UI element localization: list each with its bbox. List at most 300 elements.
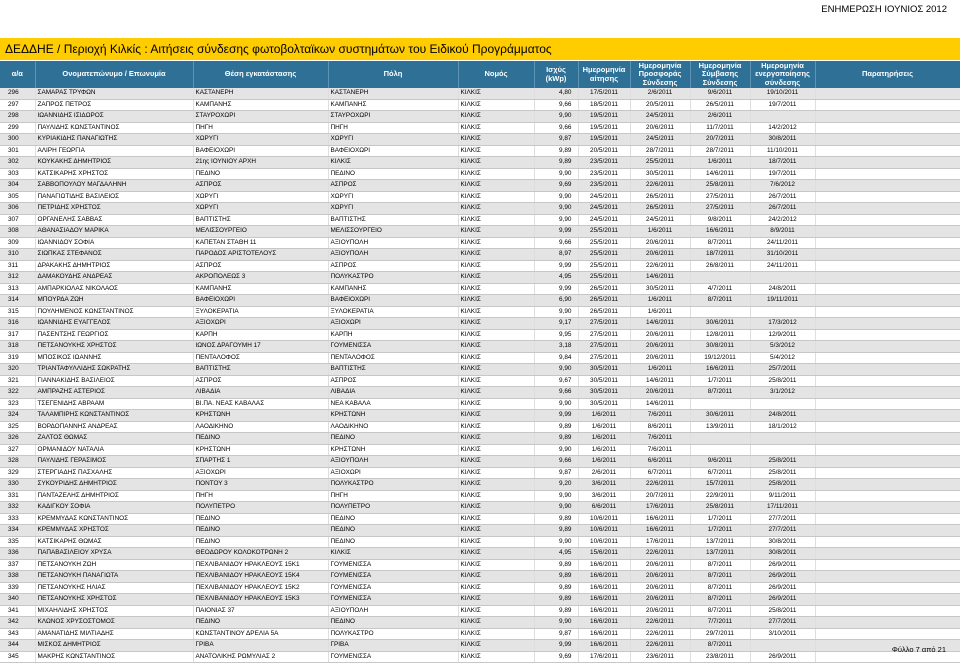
cell-city: ΑΣΠΡΟΣ	[328, 180, 458, 192]
cell-offer-date: 1/6/2011	[630, 306, 690, 318]
table-row	[0, 203, 960, 215]
cell-application-date: 25/5/2011	[578, 272, 630, 284]
cell-activation-date	[750, 306, 815, 318]
table-row	[0, 525, 960, 537]
table-row	[0, 283, 960, 295]
cell-prefecture: ΚΙΛΚΙΣ	[458, 364, 534, 376]
cell-offer-date: 16/6/2011	[630, 525, 690, 537]
cell-offer-date: 8/6/2011	[630, 421, 690, 433]
cell-offer-date: 24/5/2011	[630, 134, 690, 146]
cell-city: ΓΟΥΜΕΝΙΣΣΑ	[328, 651, 458, 663]
cell-capacity: 9,89	[534, 433, 578, 445]
table-row	[0, 237, 960, 249]
cell-aa: 318	[0, 341, 35, 353]
cell-location: ΙΩΝΟΣ ΔΡΑΓΟΥΜΗ 17	[193, 341, 328, 353]
cell-application-date: 1/6/2011	[578, 410, 630, 422]
cell-remarks	[815, 249, 960, 261]
cell-capacity: 3,18	[534, 341, 578, 353]
cell-contract-date	[690, 433, 750, 445]
cell-city: ΓΟΥΜΕΝΙΣΣΑ	[328, 571, 458, 583]
page-footer: Φύλλο 7 από 21	[891, 645, 946, 654]
cell-name: ΑΜΑΝΑΤΙΔΗΣ ΜΙΛΤΙΑΔΗΣ	[35, 628, 193, 640]
cell-city: ΓΟΥΜΕΝΙΣΣΑ	[328, 594, 458, 606]
cell-name: ΠΑΝΑΓΙΩΤΙΔΗΣ ΒΑΣΙΛΕΙΟΣ	[35, 191, 193, 203]
table-row	[0, 272, 960, 284]
cell-offer-date: 20/6/2011	[630, 605, 690, 617]
table-row	[0, 617, 960, 629]
cell-activation-date: 30/8/2011	[750, 548, 815, 560]
table-row	[0, 490, 960, 502]
table-row	[0, 640, 960, 652]
cell-location: ΑΝΑΤΟΛΙΚΗΣ ΡΩΜΥΛΙΑΣ 2	[193, 651, 328, 663]
table-row	[0, 605, 960, 617]
cell-name: ΠΑΥΛΙΔΗΣ ΚΩΝΣΤΑΝΤΙΝΟΣ	[35, 122, 193, 134]
cell-application-date: 30/5/2011	[578, 364, 630, 376]
cell-name: ΔΑΜΑΚΟΥΔΗΣ ΑΝΔΡΕΑΣ	[35, 272, 193, 284]
cell-capacity: 9,90	[534, 168, 578, 180]
cell-application-date: 26/5/2011	[578, 283, 630, 295]
cell-name: ΖΑΠΡΟΣ ΠΕΤΡΟΣ	[35, 99, 193, 111]
cell-remarks	[815, 456, 960, 468]
cell-activation-date: 25/8/2011	[750, 375, 815, 387]
table-row	[0, 214, 960, 226]
cell-location: ΚΑΡΠΗ	[193, 329, 328, 341]
cell-application-date: 1/6/2011	[578, 421, 630, 433]
cell-activation-date: 12/9/2011	[750, 329, 815, 341]
cell-aa: 306	[0, 203, 35, 215]
cell-offer-date: 24/5/2011	[630, 111, 690, 123]
cell-offer-date: 25/5/2011	[630, 157, 690, 169]
table-body	[0, 88, 960, 663]
cell-prefecture: ΚΙΛΚΙΣ	[458, 318, 534, 330]
cell-capacity: 9,66	[534, 99, 578, 111]
cell-name: ΚΛΩΝΟΣ ΧΡΥΣΟΣΤΟΜΟΣ	[35, 617, 193, 629]
cell-application-date: 24/5/2011	[578, 203, 630, 215]
cell-offer-date: 6/6/2011	[630, 456, 690, 468]
cell-capacity: 9,20	[534, 479, 578, 491]
cell-capacity: 9,99	[534, 226, 578, 238]
cell-name: ΜΑΚΡΗΣ ΚΩΝΣΤΑΝΤΙΝΟΣ	[35, 651, 193, 663]
cell-location: ΑΣΠΡΟΣ	[193, 375, 328, 387]
cell-application-date: 30/5/2011	[578, 387, 630, 399]
cell-capacity: 6,90	[534, 295, 578, 307]
cell-capacity: 9,99	[534, 410, 578, 422]
table-row	[0, 134, 960, 146]
cell-name: ΚΟΥΚΑΚΗΣ ΔΗΜΗΤΡΙΟΣ	[35, 157, 193, 169]
cell-location: ΞΥΛΟΚΕΡΑΤΙΑ	[193, 306, 328, 318]
cell-application-date: 23/5/2011	[578, 168, 630, 180]
cell-remarks	[815, 398, 960, 410]
cell-offer-date: 22/6/2011	[630, 180, 690, 192]
cell-remarks	[815, 571, 960, 583]
table-row	[0, 249, 960, 261]
cell-application-date: 16/6/2011	[578, 594, 630, 606]
cell-city: ΠΟΛΥΚΑΣΤΡΟ	[328, 272, 458, 284]
cell-prefecture: ΚΙΛΚΙΣ	[458, 502, 534, 514]
cell-offer-date: 26/5/2011	[630, 203, 690, 215]
cell-prefecture: ΚΙΛΚΙΣ	[458, 99, 534, 111]
cell-city: ΚΙΛΚΙΣ	[328, 548, 458, 560]
cell-capacity: 9,89	[534, 525, 578, 537]
table-row	[0, 352, 960, 364]
cell-activation-date	[750, 640, 815, 652]
cell-offer-date: 20/6/2011	[630, 249, 690, 261]
cell-contract-date: 11/7/2011	[690, 122, 750, 134]
cell-contract-date: 8/7/2011	[690, 559, 750, 571]
cell-offer-date: 20/6/2011	[630, 329, 690, 341]
cell-prefecture: ΚΙΛΚΙΣ	[458, 617, 534, 629]
cell-contract-date: 20/7/2011	[690, 134, 750, 146]
cell-city: ΚΡΗΣΤΩΝΗ	[328, 410, 458, 422]
cell-activation-date: 26/9/2011	[750, 594, 815, 606]
cell-offer-date: 14/6/2011	[630, 272, 690, 284]
cell-contract-date: 6/7/2011	[690, 467, 750, 479]
cell-name: ΠΑΠΑΒΑΣΙΛΕΙΟΥ ΧΡΥΣΑ	[35, 548, 193, 560]
cell-prefecture: ΚΙΛΚΙΣ	[458, 111, 534, 123]
cell-prefecture: ΚΙΛΚΙΣ	[458, 548, 534, 560]
cell-capacity: 9,89	[534, 582, 578, 594]
cell-prefecture: ΚΙΛΚΙΣ	[458, 260, 534, 272]
cell-activation-date: 25/8/2011	[750, 467, 815, 479]
cell-capacity: 9,90	[534, 536, 578, 548]
cell-city: ΓΟΥΜΕΝΙΣΣΑ	[328, 559, 458, 571]
cell-contract-date: 8/7/2011	[690, 594, 750, 606]
cell-contract-date: 15/7/2011	[690, 479, 750, 491]
cell-location: ΠΕΔΙΝΟ	[193, 513, 328, 525]
cell-name: ΑΜΠΑΡΚΙΟΛΑΣ ΝΙΚΟΛΑΟΣ	[35, 283, 193, 295]
table-row	[0, 479, 960, 491]
cell-application-date: 10/6/2011	[578, 525, 630, 537]
cell-offer-date: 20/6/2011	[630, 594, 690, 606]
cell-remarks	[815, 375, 960, 387]
cell-remarks	[815, 410, 960, 422]
cell-contract-date: 23/8/2011	[690, 651, 750, 663]
cell-aa: 299	[0, 122, 35, 134]
cell-contract-date: 8/7/2011	[690, 295, 750, 307]
cell-city: ΧΩΡΥΓΙ	[328, 203, 458, 215]
cell-activation-date: 26/9/2011	[750, 559, 815, 571]
cell-activation-date: 7/6/2012	[750, 180, 815, 192]
cell-capacity: 9,90	[534, 214, 578, 226]
cell-remarks	[815, 559, 960, 571]
cell-name: ΟΡΓΑΝΕΛΗΣ ΣΑΒΒΑΣ	[35, 214, 193, 226]
cell-capacity: 9,90	[534, 364, 578, 376]
cell-prefecture: ΚΙΛΚΙΣ	[458, 628, 534, 640]
cell-offer-date: 14/6/2011	[630, 318, 690, 330]
cell-contract-date: 1/6/2011	[690, 157, 750, 169]
table-row	[0, 536, 960, 548]
cell-name: ΑΜΠΡΑΖΗΣ ΑΣΤΕΡΙΟΣ	[35, 387, 193, 399]
cell-capacity: 9,90	[534, 502, 578, 514]
cell-contract-date: 4/7/2011	[690, 283, 750, 295]
cell-city: ΠΕΔΙΝΟ	[328, 513, 458, 525]
cell-location: ΣΠΑΡΤΗΣ 1	[193, 456, 328, 468]
cell-remarks	[815, 421, 960, 433]
cell-city: ΛΑΟΔΙΚΗΝΟ	[328, 421, 458, 433]
cell-location: ΠΕΔΙΝΟ	[193, 617, 328, 629]
cell-aa: 339	[0, 582, 35, 594]
col-header-location: Θέση εγκατάστασης	[193, 61, 328, 88]
cell-prefecture: ΚΙΛΚΙΣ	[458, 582, 534, 594]
cell-city: ΒΑΠΤΙΣΤΗΣ	[328, 364, 458, 376]
cell-capacity: 9,67	[534, 375, 578, 387]
cell-city: ΠΟΛΥΠΕΤΡΟ	[328, 502, 458, 514]
cell-location: ΚΩΝΣΤΑΝΤΙΝΟΥ ΔΡΕΛΙΑ 5Α	[193, 628, 328, 640]
cell-capacity: 9,90	[534, 398, 578, 410]
cell-aa: 325	[0, 421, 35, 433]
cell-application-date: 23/5/2011	[578, 157, 630, 169]
cell-application-date: 25/5/2011	[578, 260, 630, 272]
col-header-aa: α/α	[0, 61, 35, 88]
cell-name: ΤΡΙΑΝΤΑΦΥΛΛΙΔΗΣ ΣΩΚΡΑΤΗΣ	[35, 364, 193, 376]
cell-offer-date: 14/6/2011	[630, 398, 690, 410]
cell-contract-date: 16/6/2011	[690, 364, 750, 376]
cell-aa: 307	[0, 214, 35, 226]
cell-activation-date: 26/7/2011	[750, 191, 815, 203]
cell-contract-date: 30/6/2011	[690, 318, 750, 330]
cell-application-date: 25/5/2011	[578, 226, 630, 238]
cell-application-date: 16/6/2011	[578, 640, 630, 652]
cell-capacity: 9,90	[534, 203, 578, 215]
cell-capacity: 9,87	[534, 628, 578, 640]
applications-table	[0, 61, 960, 663]
cell-name: ΠΑΥΛΙΔΗΣ ΓΕΡΑΣΙΜΟΣ	[35, 456, 193, 468]
cell-city: ΚΙΛΚΙΣ	[328, 157, 458, 169]
cell-contract-date: 29/7/2011	[690, 628, 750, 640]
cell-contract-date: 8/7/2011	[690, 387, 750, 399]
cell-city: ΒΑΠΤΙΣΤΗΣ	[328, 214, 458, 226]
cell-prefecture: ΚΙΛΚΙΣ	[458, 513, 534, 525]
cell-name: ΔΡΑΚΑΚΗΣ ΔΗΜΗΤΡΙΟΣ	[35, 260, 193, 272]
cell-location: ΧΩΡΥΓΙ	[193, 203, 328, 215]
cell-aa: 312	[0, 272, 35, 284]
cell-offer-date: 1/6/2011	[630, 364, 690, 376]
cell-aa: 333	[0, 513, 35, 525]
cell-name: ΒΟΡΔΟΠΑΝΝΗΣ ΑΝΔΡΕΑΣ	[35, 421, 193, 433]
cell-capacity: 9,89	[534, 605, 578, 617]
cell-contract-date	[690, 444, 750, 456]
cell-city: ΠΕΔΙΝΟ	[328, 525, 458, 537]
cell-offer-date: 22/6/2011	[630, 479, 690, 491]
cell-remarks	[815, 260, 960, 272]
cell-aa: 341	[0, 605, 35, 617]
cell-contract-date: 30/8/2011	[690, 341, 750, 353]
cell-contract-date: 26/5/2011	[690, 99, 750, 111]
cell-name: ΤΣΕΓΕΝΙΔΗΣ ΑΒΡΑΑΜ	[35, 398, 193, 410]
cell-application-date: 3/6/2011	[578, 490, 630, 502]
cell-name: ΣΤΕΡΓΙΑΔΗΣ ΠΑΣΧΑΛΗΣ	[35, 467, 193, 479]
cell-remarks	[815, 157, 960, 169]
cell-remarks	[815, 203, 960, 215]
cell-remarks	[815, 134, 960, 146]
table-row	[0, 168, 960, 180]
table-row	[0, 548, 960, 560]
cell-capacity: 9,69	[534, 651, 578, 663]
cell-application-date: 27/5/2011	[578, 329, 630, 341]
cell-activation-date: 19/11/2011	[750, 295, 815, 307]
table-row	[0, 571, 960, 583]
table-row	[0, 387, 960, 399]
cell-location: ΠΑΡΟΔΟΣ ΑΡΙΣΤΟΤΕΛΟΥΣ	[193, 249, 328, 261]
cell-name: ΣΥΚΟΥΡΙΔΗΣ ΔΗΜΗΤΡΙΟΣ	[35, 479, 193, 491]
cell-city: ΝΕΑ ΚΑΒΑΛΑ	[328, 398, 458, 410]
cell-name: ΠΕΤΣΑΝΟΥΚΗ ΠΑΝΑΓΙΩΤΑ	[35, 571, 193, 583]
cell-location: ΠΕΧΛΙΒΑΝΙΔΟΥ ΗΡΑΚΛΕΟΥΣ 15Κ1	[193, 559, 328, 571]
cell-application-date: 16/6/2011	[578, 582, 630, 594]
cell-location: ΑΣΠΡΟΣ	[193, 260, 328, 272]
table-row	[0, 559, 960, 571]
cell-application-date: 17/5/2011	[578, 88, 630, 99]
cell-aa: 302	[0, 157, 35, 169]
cell-aa: 322	[0, 387, 35, 399]
cell-aa: 303	[0, 168, 35, 180]
cell-name: ΚΡΕΜΜΥΔΑΣ ΚΩΝΣΤΑΝΤΙΝΟΣ	[35, 513, 193, 525]
table-row	[0, 594, 960, 606]
cell-activation-date: 27/7/2011	[750, 617, 815, 629]
cell-city: ΚΑΜΠΑΝΗΣ	[328, 283, 458, 295]
cell-name: ΖΑΛΤΟΣ ΘΩΜΑΣ	[35, 433, 193, 445]
cell-contract-date: 26/8/2011	[690, 260, 750, 272]
cell-prefecture: ΚΙΛΚΙΣ	[458, 88, 534, 99]
cell-contract-date: 30/6/2011	[690, 410, 750, 422]
cell-activation-date	[750, 398, 815, 410]
cell-location: ΠΕΔΙΝΟ	[193, 433, 328, 445]
cell-aa: 344	[0, 640, 35, 652]
cell-capacity: 9,90	[534, 111, 578, 123]
table-header-row	[0, 61, 960, 88]
cell-prefecture: ΚΙΛΚΙΣ	[458, 145, 534, 157]
cell-location: ΒΑΠΤΙΣΤΗΣ	[193, 364, 328, 376]
col-header-application-date: Ημερομηνία αίτησης	[578, 61, 630, 88]
cell-activation-date: 17/3/2012	[750, 318, 815, 330]
cell-offer-date: 22/6/2011	[630, 628, 690, 640]
cell-capacity: 9,17	[534, 318, 578, 330]
cell-city: ΚΡΗΣΤΩΝΗ	[328, 444, 458, 456]
cell-prefecture: ΚΙΛΚΙΣ	[458, 134, 534, 146]
table-row	[0, 260, 960, 272]
page-title: ΔΕΔΔΗΕ / Περιοχή Κιλκίς : Αιτήσεις σύνδεσης φωτοβολταϊκων συστημάτων του Ειδικού Προγράμματος	[0, 38, 960, 60]
col-header-name: Ονοματεπώνυμο / Επωνυμία	[35, 61, 193, 88]
cell-location: ΘΕΟΔΩΡΟΥ ΚΟΛΟΚΟΤΡΩΝΗ 2	[193, 548, 328, 560]
cell-contract-date	[690, 398, 750, 410]
cell-activation-date	[750, 433, 815, 445]
cell-application-date: 15/6/2011	[578, 548, 630, 560]
cell-capacity: 9,66	[534, 237, 578, 249]
col-header-capacity: Ισχύς (kWp)	[534, 61, 578, 88]
cell-application-date: 19/5/2011	[578, 111, 630, 123]
cell-activation-date: 19/7/2011	[750, 99, 815, 111]
cell-prefecture: ΚΙΛΚΙΣ	[458, 122, 534, 134]
cell-activation-date: 27/7/2011	[750, 525, 815, 537]
cell-city: ΠΕΔΙΝΟ	[328, 617, 458, 629]
table-row	[0, 410, 960, 422]
cell-location: ΠΕΔΙΝΟ	[193, 525, 328, 537]
cell-contract-date: 27/5/2011	[690, 203, 750, 215]
cell-aa: 336	[0, 548, 35, 560]
cell-application-date: 16/6/2011	[578, 617, 630, 629]
cell-city: ΠΟΛΥΚΑΣΤΡΟ	[328, 628, 458, 640]
cell-location: ΠΗΓΗ	[193, 122, 328, 134]
cell-location: ΛΑΟΔΙΚΗΝΟ	[193, 421, 328, 433]
table-row	[0, 318, 960, 330]
cell-offer-date: 24/5/2011	[630, 214, 690, 226]
cell-prefecture: ΚΙΛΚΙΣ	[458, 352, 534, 364]
cell-application-date: 24/5/2011	[578, 214, 630, 226]
cell-aa: 332	[0, 502, 35, 514]
cell-city: ΒΑΦΕΙΟΧΩΡΙ	[328, 295, 458, 307]
cell-remarks	[815, 502, 960, 514]
cell-contract-date	[690, 272, 750, 284]
cell-location: ΚΑΠΕΤΑΝ ΣΤΑΘΗ 11	[193, 237, 328, 249]
cell-aa: 335	[0, 536, 35, 548]
cell-application-date: 1/6/2011	[578, 456, 630, 468]
cell-remarks	[815, 352, 960, 364]
table-row	[0, 180, 960, 192]
cell-city: ΑΞΙΟΥΠΟΛΗ	[328, 237, 458, 249]
cell-aa: 311	[0, 260, 35, 272]
cell-city: ΞΥΛΟΚΕΡΑΤΙΑ	[328, 306, 458, 318]
cell-remarks	[815, 536, 960, 548]
cell-offer-date: 22/6/2011	[630, 640, 690, 652]
cell-activation-date: 3/10/2011	[750, 628, 815, 640]
cell-aa: 297	[0, 99, 35, 111]
cell-offer-date: 20/7/2011	[630, 490, 690, 502]
cell-activation-date: 30/8/2011	[750, 536, 815, 548]
table-row	[0, 375, 960, 387]
cell-application-date: 27/5/2011	[578, 341, 630, 353]
cell-remarks	[815, 341, 960, 353]
cell-aa: 321	[0, 375, 35, 387]
cell-application-date: 6/6/2011	[578, 502, 630, 514]
cell-prefecture: ΚΙΛΚΙΣ	[458, 387, 534, 399]
table-row	[0, 502, 960, 514]
cell-city: ΑΞΙΟΥΠΟΛΗ	[328, 605, 458, 617]
cell-capacity: 9,99	[534, 640, 578, 652]
col-header-activation-date: Ημερομηνία ενεργοποίησης σύνδεσης	[750, 61, 815, 88]
table-row	[0, 467, 960, 479]
cell-prefecture: ΚΙΛΚΙΣ	[458, 640, 534, 652]
cell-name: ΓΙΑΝΝΑΚΙΔΗΣ ΒΑΣΙΛΕΙΟΣ	[35, 375, 193, 387]
cell-name: ΚΡΕΜΜΥΔΑΣ ΧΡΗΣΤΟΣ	[35, 525, 193, 537]
cell-remarks	[815, 594, 960, 606]
cell-contract-date	[690, 306, 750, 318]
cell-contract-date: 9/8/2011	[690, 214, 750, 226]
table-row	[0, 157, 960, 169]
cell-contract-date: 22/9/2011	[690, 490, 750, 502]
cell-aa: 323	[0, 398, 35, 410]
cell-capacity: 9,89	[534, 594, 578, 606]
cell-remarks	[815, 237, 960, 249]
cell-aa: 327	[0, 444, 35, 456]
cell-application-date: 19/5/2011	[578, 122, 630, 134]
cell-aa: 338	[0, 571, 35, 583]
cell-location: ΠΟΛΥΠΕΤΡΟ	[193, 502, 328, 514]
cell-offer-date: 2/6/2011	[630, 88, 690, 99]
cell-city: ΑΞΙΟΧΩΡΙ	[328, 467, 458, 479]
cell-offer-date: 17/6/2011	[630, 536, 690, 548]
cell-offer-date: 6/7/2011	[630, 467, 690, 479]
cell-contract-date: 8/7/2011	[690, 640, 750, 652]
cell-location: ΑΞΙΟΧΩΡΙ	[193, 467, 328, 479]
cell-contract-date: 9/6/2011	[690, 88, 750, 99]
cell-capacity: 9,66	[534, 456, 578, 468]
cell-name: ΤΑΛΑΜΠΙΡΗΣ ΚΩΝΣΤΑΝΤΙΝΟΣ	[35, 410, 193, 422]
cell-offer-date: 20/6/2011	[630, 122, 690, 134]
cell-aa: 304	[0, 180, 35, 192]
cell-name: ΙΩΑΝΝΙΔΗΣ ΕΥΑΓΓΕΛΟΣ	[35, 318, 193, 330]
cell-location: ΛΙΒΑΔΙΑ	[193, 387, 328, 399]
cell-contract-date: 12/8/2011	[690, 329, 750, 341]
